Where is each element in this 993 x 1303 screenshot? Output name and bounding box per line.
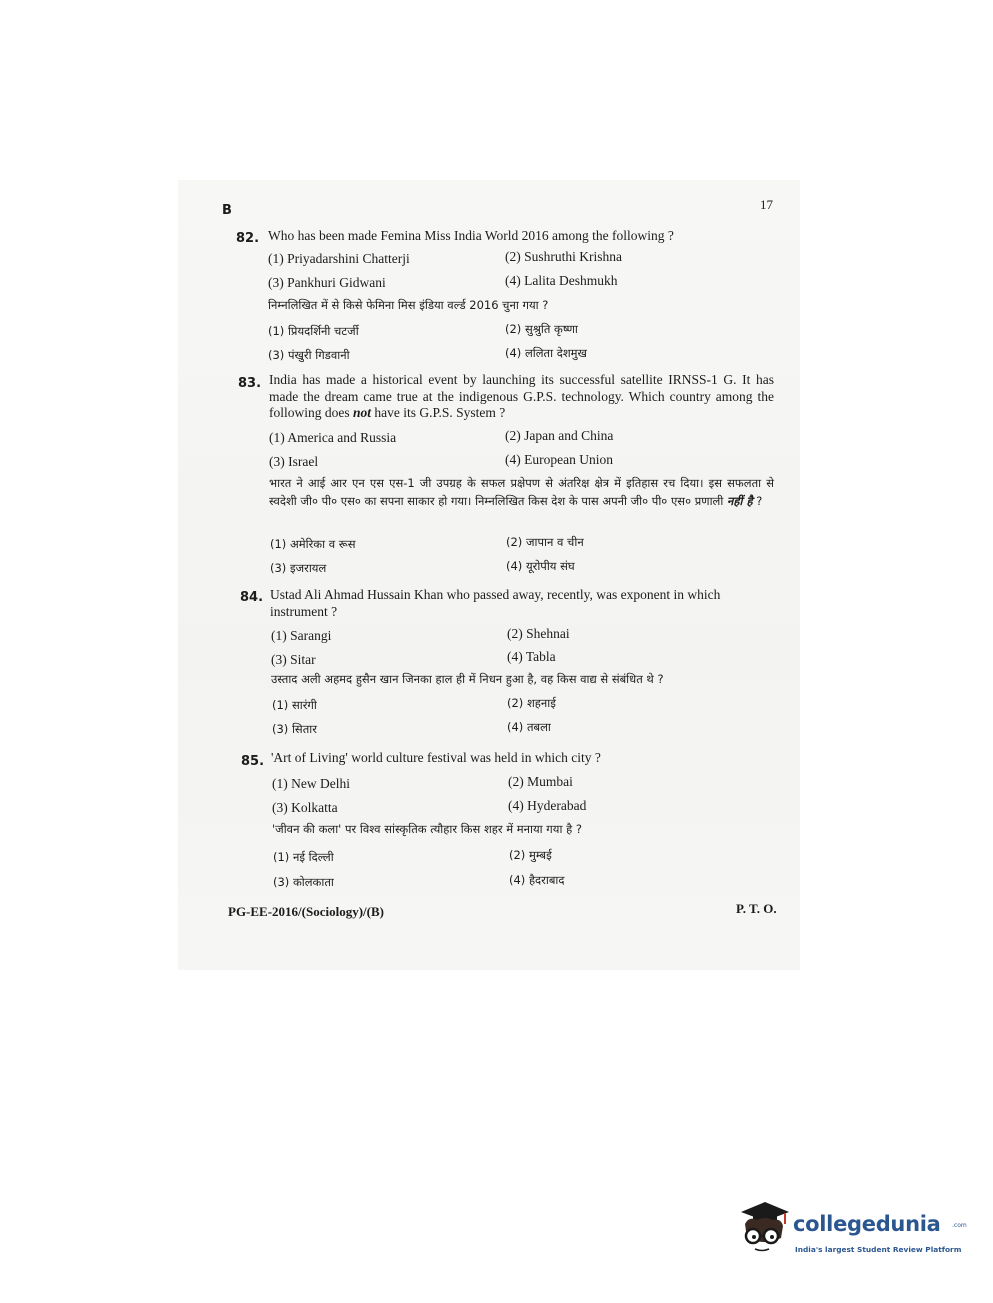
- option-3-hindi: (3) पंखुरी गिडवानी: [268, 348, 350, 362]
- option-3-english: (3) Israel: [269, 454, 319, 469]
- option-4-english: (4) European Union: [505, 452, 613, 467]
- option-2-hindi: (2) शहनाई: [507, 696, 556, 710]
- question-text-hindi: 'जीवन की कला' पर विश्व सांस्कृतिक त्यौहार किस शहर में मनाया गया है ?: [272, 822, 582, 836]
- logo-tagline: India's largest Student Review Platform: [795, 1245, 962, 1254]
- question-text-part: have its G.P.S. System ?: [371, 405, 506, 420]
- question-text-hindi: उस्ताद अली अहमद हुसैन खान जिनका हाल ही में निधन हुआ है, वह किस वाद्य से संबंधित थे ?: [271, 672, 664, 686]
- question-text-english: [269, 372, 774, 422]
- option-3-hindi: (3) इजरायल: [270, 561, 327, 575]
- option-1-english: (1) Priyadarshini Chatterji: [268, 251, 410, 266]
- question-text-english: 'Art of Living' world culture festival was held in which city ?: [271, 750, 601, 765]
- question-text-hindi: निम्नलिखित में से किसे फेमिना मिस इंडिया वर्ल्ड 2016 चुना गया ?: [268, 298, 549, 312]
- logo-domain: .com: [952, 1222, 967, 1229]
- emphasis-word: not: [353, 405, 372, 420]
- option-3-english: (3) Kolkatta: [272, 800, 338, 815]
- option-4-hindi: (4) तबला: [507, 720, 551, 734]
- question-text-part: भारत ने आई आर एन एस एस-1 जी उपग्रह के सफल प्रक्षेपण से अंतरिक्ष क्षेत्र में इतिहास रच दिया। इस सफलता से स्वदेशी जी० पी० एस० का सपना साकार हो गया। निम्नलिखित किस देश के पास अपनी जी० पी० एस० प्रणाली: [269, 476, 774, 508]
- page-number: 17: [760, 197, 773, 212]
- mascot-icon: [735, 1194, 793, 1254]
- option-4-english: (4) Lalita Deshmukh: [505, 273, 618, 288]
- question-text-hindi: [269, 474, 774, 510]
- option-3-english: (3) Pankhuri Gidwani: [268, 275, 386, 290]
- option-2-english: (2) Shehnai: [507, 626, 570, 641]
- page-turn-indicator: P. T. O.: [736, 901, 777, 916]
- option-3-hindi: (3) सितार: [272, 722, 317, 736]
- question-number: 82.: [236, 231, 260, 246]
- option-1-hindi: (1) प्रियदर्शिनी चटर्जी: [268, 324, 359, 338]
- question-text-english: Ustad Ali Ahmad Hussain Khan who passed away, recently, was exponent in which instrument ?: [270, 587, 721, 619]
- option-3-hindi: (3) कोलकाता: [273, 875, 334, 889]
- option-2-hindi: (2) सुश्रुति कृष्णा: [505, 322, 578, 336]
- question-text-part: ?: [752, 494, 763, 508]
- logo-wordmark: collegedunia: [793, 1212, 941, 1236]
- option-2-hindi: (2) मुम्बई: [509, 848, 552, 862]
- option-4-english: (4) Hyderabad: [508, 798, 587, 813]
- question-number: 84.: [240, 590, 264, 605]
- question-text-english: Who has been made Femina Miss India World 2016 among the following ?: [268, 228, 674, 243]
- question-number: 83.: [238, 376, 262, 391]
- option-1-hindi: (1) नई दिल्ली: [273, 850, 334, 864]
- option-4-hindi: (4) हैदराबाद: [509, 873, 565, 887]
- option-2-english: (2) Sushruthi Krishna: [505, 249, 622, 264]
- option-4-hindi: (4) ललिता देशमुख: [505, 346, 587, 360]
- paper-code: PG-EE-2016/(Sociology)/(B): [228, 904, 384, 919]
- option-4-english: (4) Tabla: [507, 649, 556, 664]
- section-label: B: [222, 203, 232, 218]
- option-2-english: (2) Japan and China: [505, 428, 614, 443]
- question-number: 85.: [241, 754, 265, 769]
- option-1-hindi: (1) अमेरिका व रूस: [270, 537, 356, 551]
- option-1-english: (1) Sarangi: [271, 628, 332, 643]
- option-1-english: (1) New Delhi: [272, 776, 350, 791]
- option-1-hindi: (1) सारंगी: [272, 698, 317, 712]
- option-2-english: (2) Mumbai: [508, 774, 573, 789]
- emphasis-word: नहीं है: [726, 494, 753, 508]
- option-4-hindi: (4) यूरोपीय संघ: [506, 559, 575, 573]
- option-3-english: (3) Sitar: [271, 652, 316, 667]
- question-text-part: India has made a historical event by launching its successful satellite IRNSS-1 G. It has made the dream came true at the indigenous G.P.S. technology. Which country among the following does: [269, 372, 774, 420]
- option-1-english: (1) America and Russia: [269, 430, 397, 445]
- option-2-hindi: (2) जापान व चीन: [506, 535, 584, 549]
